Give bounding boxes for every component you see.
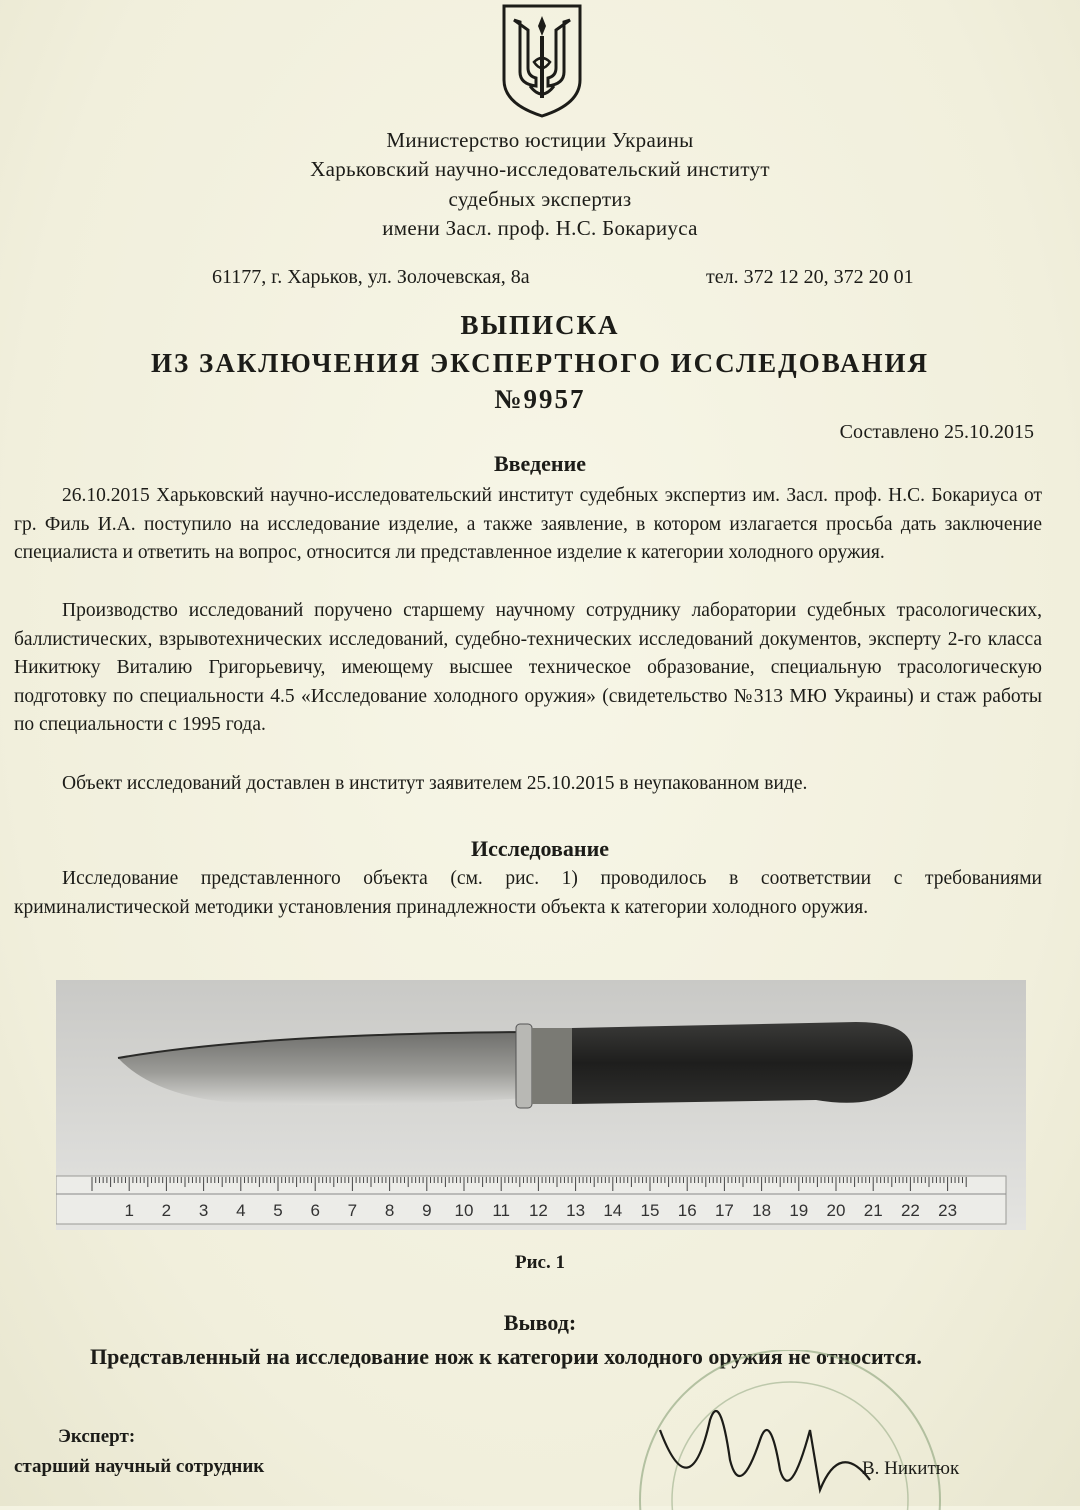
research-paragraph: Исследование представленного объекта (см. рис. 1) проводилось в соответствии с требованиями криминалистической методики установления принадлежности объекта к категории холодного оружия. xyxy=(14,868,1042,918)
ruler-number: 1 xyxy=(124,1201,134,1220)
ministry-name: Министерство юстиции Украины xyxy=(386,128,694,152)
institute-address: 61177, г. Харьков, ул. Золочевская, 8а xyxy=(212,266,530,288)
ruler-number: 23 xyxy=(938,1201,958,1220)
ruler-number: 3 xyxy=(198,1201,209,1220)
institute-phones: тел. 372 12 20, 372 20 01 xyxy=(706,266,914,288)
trident-emblem-icon xyxy=(500,2,584,118)
institute-name-line1: Харьковский научно-исследовательский институт xyxy=(310,157,770,181)
expert-position: старший научный сотрудник xyxy=(14,1456,265,1477)
ruler-number: 13 xyxy=(566,1201,586,1220)
expert-signature xyxy=(650,1400,880,1506)
intro-paragraph-1: 26.10.2015 Харьковский научно-исследовательский институт судебных экспертиз им. Засл. проф. Н.С. Бокариуса от гр. Филь И.А. поступило на исследование изделие, а также заявление, в котором излагается просьба дать заключение специалиста и ответить на вопрос, относится ли представленное изделие к категории холодного оружия. xyxy=(14,485,1042,563)
ruler-number: 14 xyxy=(603,1201,623,1220)
ruler-number: 7 xyxy=(347,1201,358,1220)
document-title: ВЫПИСКА xyxy=(460,310,620,340)
ruler-number: 9 xyxy=(422,1201,432,1220)
ruler-number: 11 xyxy=(492,1201,511,1220)
ruler-number: 21 xyxy=(863,1201,883,1220)
intro-paragraph-2: Производство исследований поручено старшему научному сотруднику лаборатории судебных трасологических, баллистических, взрывотехнических исследований, судебно-технических исследований документов, эксперту 2-го класса Никитюку Виталию Григорьевичу, имеющему высшее техническое образование, специальную трасологическую подготовку по специальности 4.5 «Исследование холодного оружия» (свидетельство №313 МЮ Украины) и стаж работы по специальности с 1995 года. xyxy=(14,600,1042,735)
research-heading: Исследование xyxy=(470,836,610,861)
conclusion-heading: Вывод: xyxy=(503,1310,577,1335)
institute-name-line3: имени Засл. проф. Н.С. Бокариуса xyxy=(382,216,698,240)
ruler-number: 6 xyxy=(310,1201,320,1220)
intro-heading: Введение xyxy=(493,451,587,476)
expert-label: Эксперт: xyxy=(58,1426,136,1447)
ruler-number: 4 xyxy=(236,1201,246,1220)
ruler-number: 10 xyxy=(454,1201,474,1220)
ruler-number: 17 xyxy=(714,1201,734,1220)
ruler-number: 12 xyxy=(528,1201,548,1220)
document-subtitle: ИЗ ЗАКЛЮЧЕНИЯ ЭКСПЕРТНОГО ИССЛЕДОВАНИЯ xyxy=(150,348,930,378)
ruler-number: 15 xyxy=(640,1201,660,1220)
figure-caption: Рис. 1 xyxy=(515,1252,565,1273)
ruler-number: 19 xyxy=(789,1201,809,1220)
ruler-number: 5 xyxy=(273,1201,283,1220)
institute-name-line2: судебных экспертиз xyxy=(448,187,632,211)
expert-name: В. Никитюк xyxy=(862,1458,960,1479)
ruler-number: 8 xyxy=(384,1201,395,1220)
knife-photo xyxy=(56,980,1026,1230)
document-number: №9957 xyxy=(494,384,586,414)
ruler-number: 16 xyxy=(677,1201,697,1220)
conclusion-text: Представленный на исследование нож к категории холодного оружия не относится. xyxy=(90,1344,922,1369)
ruler-number: 22 xyxy=(900,1201,920,1220)
ruler-number: 18 xyxy=(752,1201,772,1220)
compiled-date: Составлено 25.10.2015 xyxy=(839,421,1034,443)
ruler-number: 20 xyxy=(826,1201,846,1220)
ruler-number: 2 xyxy=(161,1201,172,1220)
intro-paragraph-3: Объект исследований доставлен в институт заявителем 25.10.2015 в неупакованном виде. xyxy=(62,773,808,794)
